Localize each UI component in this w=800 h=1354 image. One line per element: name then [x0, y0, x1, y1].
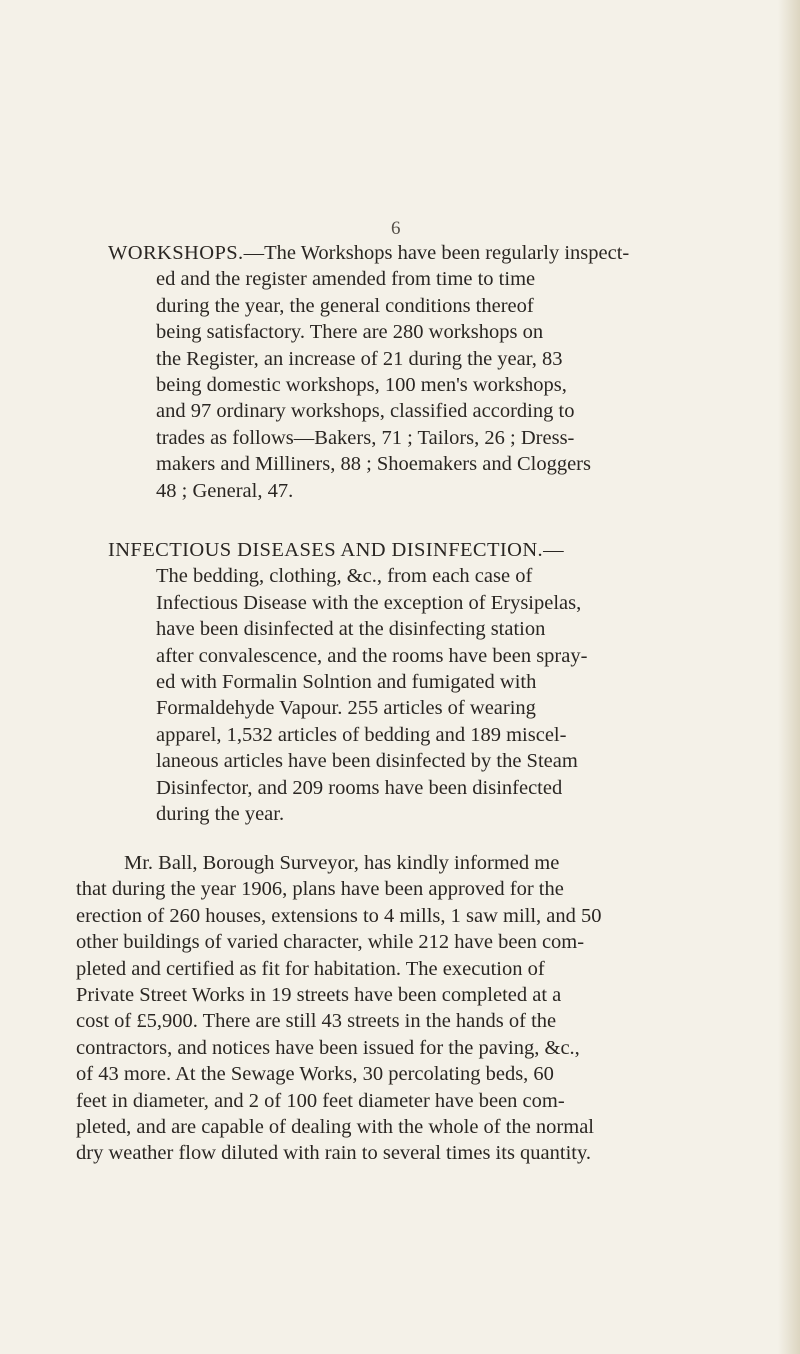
- surveyor-line: pleted, and are capable of dealing with the whole of the normal: [76, 1116, 594, 1139]
- infectious-line: have been disinfected at the disinfecting station: [156, 618, 546, 641]
- workshops-heading: WORKSHOPS.: [108, 242, 244, 264]
- workshops-line-1: [108, 240, 701, 266]
- surveyor-line: cost of £5,900. There are still 43 streets in the hands of the: [76, 1010, 557, 1033]
- surveyor-line: erection of 260 houses, extensions to 4 mills, 1 saw mill, and 50: [76, 904, 602, 927]
- workshops-line: during the year, the general conditions thereof: [156, 294, 534, 317]
- workshops-line: trades as follows—Bakers, 71 ; Tailors, 26 ; Dress-: [156, 426, 575, 449]
- infectious-heading: INFECTIOUS DISEASES AND DISINFECTION.—: [108, 539, 564, 561]
- page-edge-shadow: [778, 0, 800, 1354]
- infectious-line: Infectious Disease with the exception of Erysipelas,: [156, 591, 582, 614]
- surveyor-line: Mr. Ball, Borough Surveyor, has kindly informed me: [124, 852, 560, 874]
- workshops-line-1-text: —The Workshops have been regularly inspect-: [243, 242, 630, 264]
- workshops-line: ed and the register amended from time to time: [156, 268, 536, 291]
- infectious-line: Disinfector, and 209 rooms have been disinfected: [156, 776, 563, 799]
- infectious-line: The bedding, clothing, &c., from each case of: [156, 565, 533, 588]
- workshops-paragraph: [108, 240, 701, 504]
- infectious-line: after convalescence, and the rooms have been spray-: [156, 644, 588, 667]
- surveyor-paragraph: [76, 850, 702, 1167]
- surveyor-line: that during the year 1906, plans have been approved for the: [76, 878, 564, 901]
- surveyor-line: feet in diameter, and 2 of 100 feet diameter have been com-: [76, 1089, 565, 1112]
- workshops-line: makers and Milliners, 88 ; Shoemakers and Cloggers: [156, 453, 591, 476]
- surveyor-line: pleted and certified as fit for habitation. The execution of: [76, 957, 545, 980]
- workshops-line: being satisfactory. There are 280 workshops on: [156, 321, 544, 344]
- infectious-diseases-paragraph: [108, 537, 701, 827]
- workshops-line: and 97 ordinary workshops, classified according to: [156, 400, 575, 423]
- surveyor-line: of 43 more. At the Sewage Works, 30 percolating beds, 60: [76, 1063, 554, 1086]
- surveyor-line: other buildings of varied character, while 212 have been com-: [76, 931, 585, 954]
- workshops-line: being domestic workshops, 100 men's workshops,: [156, 374, 567, 397]
- surveyor-line: contractors, and notices have been issued for the paving, &c.,: [76, 1036, 580, 1059]
- page-number: 6: [391, 218, 401, 239]
- infectious-line: apparel, 1,532 articles of bedding and 189 miscel-: [156, 723, 567, 746]
- infectious-line: during the year.: [156, 803, 285, 826]
- surveyor-line: Private Street Works in 19 streets have been completed at a: [76, 984, 562, 1007]
- surveyor-line: dry weather flow diluted with rain to several times its quantity.: [76, 1142, 592, 1165]
- infectious-line: laneous articles have been disinfected by the Steam: [156, 750, 578, 773]
- infectious-line: Formaldehyde Vapour. 255 articles of wearing: [156, 697, 536, 720]
- workshops-line: 48 ; General, 47.: [156, 479, 294, 502]
- workshops-line: the Register, an increase of 21 during the year, 83: [156, 347, 563, 370]
- infectious-line: ed with Formalin Solntion and fumigated with: [156, 671, 537, 694]
